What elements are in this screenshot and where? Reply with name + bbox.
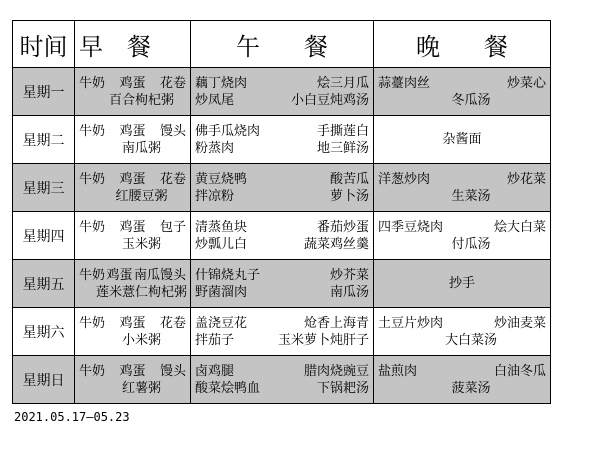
lunch-line [195,92,369,109]
lunch-cell [191,116,374,164]
dish-name: 红薯粥 [121,380,161,396]
breakfast-cell [75,164,191,212]
header-lunch-char-2: 餐 [304,32,328,61]
dish-name: 什锦烧丸子 [195,267,261,283]
breakfast-line [79,315,186,332]
date-range: 2021.05.17—05.23 [14,410,130,424]
dish-name: 杂酱面 [442,132,482,147]
dish-name: 冬瓜汤 [451,92,491,108]
dish-name: 拌凉粉 [195,188,235,204]
dish-name: 花卷 [159,315,186,331]
breakfast-cell [75,212,191,260]
header-breakfast [75,21,191,68]
day-label: 星期一 [13,68,75,116]
lunch-cell [191,308,374,356]
dish-name: 白油冬瓜 [493,363,546,379]
menu-body [13,68,551,404]
dinner-line [378,188,546,205]
lunch-line [195,123,369,140]
dish-name: 炒油麦菜 [493,315,546,331]
dish-name: 百合枸杞粥 [108,92,174,108]
breakfast-line [79,380,186,397]
lunch-line [195,380,369,397]
dish-name: 花卷 [159,171,186,187]
dish-name: 生菜汤 [451,188,491,204]
lunch-line [195,267,369,284]
dish-name: 炒芥菜 [329,267,369,283]
dish-name: 南瓜馒头 [133,267,186,283]
dish-name: 红腰豆粥 [115,188,168,204]
dish-name: 莲米薏仁枸杞粥 [96,284,188,300]
breakfast-line [79,219,186,236]
dinner-cell [374,260,551,308]
dinner-line [378,275,546,292]
dish-name: 拌茄子 [195,332,235,348]
dish-name: 野菌溜肉 [195,284,248,300]
dinner-cell [374,356,551,404]
menu-row-day-4 [13,212,551,260]
breakfast-line [79,332,186,349]
day-label: 星期四 [13,212,75,260]
dish-name: 手撕莲白 [316,123,369,139]
dish-name: 蒜薹肉丝 [378,75,431,91]
dish-name: 菠菜汤 [451,380,491,396]
menu-row-day-5 [13,260,551,308]
menu-row-day-6 [13,308,551,356]
weekly-menu-table [12,20,551,404]
header-breakfast-char-1: 早 [79,32,103,61]
header-time-label: 时间 [19,32,68,61]
dish-name: 萝卜汤 [329,188,369,204]
lunch-cell [191,212,374,260]
lunch-cell [191,260,374,308]
dish-name: 包子 [159,219,186,235]
breakfast-line [79,236,186,253]
dish-name: 炒凤尾 [195,92,235,108]
dish-name: 盖浇豆花 [195,315,248,331]
dish-name: 鸡蛋 [119,363,146,379]
dinner-line [378,75,546,92]
breakfast-cell [75,356,191,404]
dish-name: 牛奶 [79,75,106,91]
day-label: 星期五 [13,260,75,308]
breakfast-cell [75,68,191,116]
lunch-cell [191,356,374,404]
lunch-line [195,315,369,332]
breakfast-line [79,123,186,140]
dish-name: 炒菜心 [506,75,546,91]
dish-name: 佛手瓜烧肉 [195,123,261,139]
dinner-cell [374,164,551,212]
dinner-cell [374,116,551,164]
lunch-line [195,188,369,205]
breakfast-line [79,171,186,188]
header-lunch [191,21,374,68]
day-label: 星期二 [13,116,75,164]
dish-name: 牛奶 [79,363,106,379]
lunch-line [195,363,369,380]
dish-name: 鸡蛋 [119,75,146,91]
dish-name: 土豆片炒肉 [378,315,444,331]
lunch-line [195,332,369,349]
dinner-line [378,332,546,349]
dish-name: 牛奶 [79,171,106,187]
dinner-line [378,131,546,148]
dish-name: 玉米萝卜炖肝子 [277,332,369,348]
breakfast-line [79,284,186,301]
dish-name: 藕丁烧肉 [195,75,248,91]
dish-name: 抄手 [448,276,475,291]
header-lunch-char-1: 午 [236,32,260,61]
lunch-line [195,284,369,301]
dish-name: 番茄炒蛋 [316,219,369,235]
dinner-line [378,380,546,397]
header-dinner-char-1: 晚 [416,32,440,61]
dish-name: 炒花菜 [506,171,546,187]
menu-row-day-7 [13,356,551,404]
dinner-cell [374,68,551,116]
dish-name: 下锅耙汤 [316,380,369,396]
lunch-line [195,75,369,92]
lunch-cell [191,68,374,116]
dinner-line [378,315,546,332]
header-dinner-char-2: 餐 [484,32,508,61]
dinner-line [378,92,546,109]
day-label: 星期日 [13,356,75,404]
day-label: 星期六 [13,308,75,356]
dish-name: 牛奶 [79,315,106,331]
dish-name: 大白菜汤 [444,332,497,348]
breakfast-line [79,363,186,380]
dish-name: 付瓜汤 [451,236,491,252]
dish-name: 玉米粥 [121,236,161,252]
dish-name: 酸苦瓜 [329,171,369,187]
dish-name: 小米粥 [121,332,161,348]
breakfast-line [79,140,186,157]
dish-name: 鸡蛋 [119,171,146,187]
dish-name: 鸡蛋 [106,267,133,283]
dish-name: 炒瓢儿白 [195,236,248,252]
dish-name: 鸡蛋 [119,123,146,139]
dinner-cell [374,308,551,356]
menu-row-day-2 [13,116,551,164]
dish-name: 盐煎肉 [378,363,418,379]
breakfast-line [79,267,186,284]
dinner-cell [374,212,551,260]
dish-name: 鸡蛋 [119,315,146,331]
dish-name: 鸡蛋 [119,219,146,235]
dish-name: 小白豆炖鸡汤 [290,92,369,108]
dish-name: 烩大白菜 [493,219,546,235]
day-label: 星期三 [13,164,75,212]
lunch-line [195,219,369,236]
dish-name: 卤鸡腿 [195,363,235,379]
dish-name: 牛奶 [79,219,106,235]
dish-name: 酸菜烩鸭血 [195,380,261,396]
dish-name: 蔬菜鸡丝羹 [303,236,369,252]
dish-name: 南瓜汤 [329,284,369,300]
dish-name: 清蒸鱼块 [195,219,248,235]
menu-row-day-1 [13,68,551,116]
breakfast-cell [75,308,191,356]
breakfast-cell [75,116,191,164]
dinner-line [378,236,546,253]
dinner-line [378,219,546,236]
dish-name: 牛奶 [79,267,106,283]
dish-name: 粉蒸肉 [195,140,235,156]
lunch-line [195,140,369,157]
dish-name: 炝香上海青 [303,315,369,331]
dinner-line [378,171,546,188]
dish-name: 黄豆烧鸭 [195,171,248,187]
header-dinner [374,21,551,68]
lunch-cell [191,164,374,212]
dish-name: 地三鲜汤 [316,140,369,156]
lunch-line [195,236,369,253]
dinner-line [378,363,546,380]
dish-name: 馒头 [159,363,186,379]
menu-row-day-3 [13,164,551,212]
breakfast-cell [75,260,191,308]
dish-name: 馒头 [159,123,186,139]
header-breakfast-char-2: 餐 [127,32,151,61]
dish-name: 洋葱炒肉 [378,171,431,187]
dish-name: 牛奶 [79,123,106,139]
dish-name: 南瓜粥 [121,140,161,156]
lunch-line [195,171,369,188]
dish-name: 腊肉烧豌豆 [303,363,369,379]
breakfast-line [79,92,186,109]
header-time [13,21,75,68]
breakfast-line [79,188,186,205]
menu-header-row [13,21,551,68]
dish-name: 烩三月瓜 [316,75,369,91]
breakfast-line [79,75,186,92]
dish-name: 四季豆烧肉 [378,219,444,235]
dish-name: 花卷 [159,75,186,91]
